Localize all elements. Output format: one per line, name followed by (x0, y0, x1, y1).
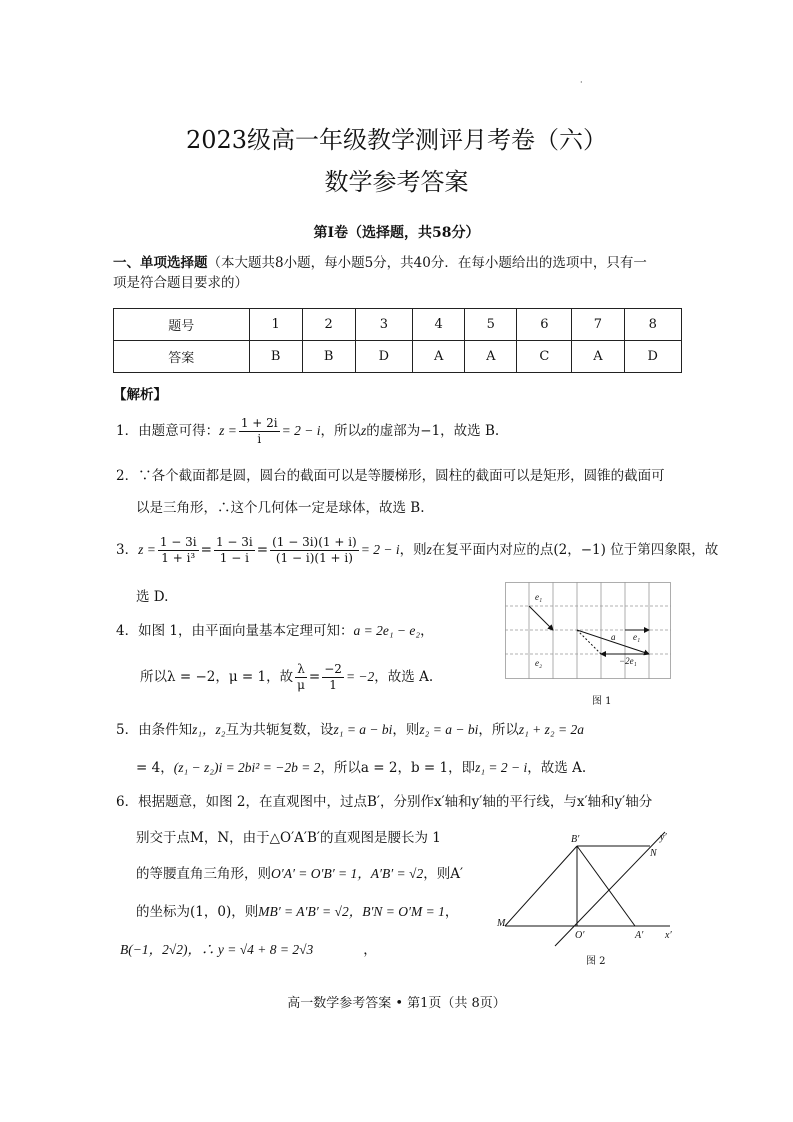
fraction-denominator: 1 − i (219, 551, 249, 565)
q1-z: z (361, 423, 367, 438)
q1-text-b: ，所以 (320, 423, 361, 439)
q6-point-b: B (120, 942, 129, 957)
fraction-numerator: 1 − 3i (215, 535, 253, 549)
answer-table-number-row (114, 309, 682, 341)
table-cell: A (572, 341, 624, 373)
line-mb (505, 846, 577, 926)
answer-3-line-2: 选 D. (136, 589, 169, 605)
fraction-denominator: μ (297, 678, 305, 692)
fraction-denominator: (1 − i)(1 + i) (275, 551, 353, 565)
table-header-label: 题号 (114, 309, 250, 341)
q5-z1-def: z₁ = a − bi (333, 722, 393, 737)
exam-title: 2023级高一年级教学测评月考卷（六） (185, 126, 608, 154)
label-e1-top: e₁ (535, 592, 543, 602)
table-cell: 4 (413, 309, 465, 341)
table-cell: A (413, 341, 465, 373)
table-cell: 8 (624, 309, 681, 341)
label-e2: e₂ (535, 658, 543, 668)
q5-text-e: = 4， (136, 760, 174, 776)
table-cell: 7 (572, 309, 624, 341)
q6-text-e: ， (363, 942, 377, 958)
fraction-numerator: λ (295, 662, 307, 678)
q3-text-b: ，则 (399, 542, 427, 558)
q6-mb: MB′ = A′B′ = √2，B′N = O′M = 1 (258, 904, 445, 919)
q5-text-c: ，则 (392, 722, 420, 738)
table-cell: D (624, 341, 681, 373)
table-cell: 3 (355, 309, 412, 341)
section1-desc-2: 项是符合题目要求的） (113, 275, 248, 291)
q5-z2-def: z₂ = a − bi (419, 722, 479, 737)
label-e1: e₁ (633, 632, 641, 642)
label-b-prime: B′ (571, 834, 580, 845)
q1-fraction (239, 416, 280, 447)
q4-text-b: ， (420, 623, 434, 639)
q6-b-coord: (−1，2√2)，∴ y = √4 + 8 = 2√3 (128, 942, 314, 957)
label-x-prime: x′ (665, 930, 672, 941)
q5-diff: (z₁ − z₂)i = 2bi² = −2b = 2 (173, 760, 321, 775)
q3-z: z (426, 542, 432, 557)
answer-2-line-1: 2．∵各个截面都是圆，圆台的截面可以是等腰梯形，圆柱的截面可以是矩形，圆锥的截面可 (116, 468, 665, 484)
figure-1 (505, 582, 671, 679)
fraction-numerator: (1 − 3i)(1 + i) (272, 535, 357, 549)
figure-1-caption: 图 1 (592, 696, 612, 707)
answer-1 (116, 416, 499, 447)
q3-z-eq: z = (138, 542, 156, 557)
section1-heading: 一、单项选择题 (113, 255, 208, 271)
answer-5-line-2 (136, 758, 586, 778)
table-cell: B (249, 341, 302, 373)
q6-oa: O′A′ = O′B′ = 1，A′B′ = √2 (271, 866, 424, 881)
answer-6-line-4 (136, 902, 458, 922)
figure-2 (495, 828, 675, 948)
figure-2-caption: 图 2 (586, 956, 606, 967)
answer-5-line-1 (116, 720, 584, 740)
q4-result: = −2 (345, 669, 375, 684)
q3-text-a: 3． (116, 542, 139, 558)
fraction-numerator: 1 + 2i (240, 416, 278, 430)
page-speck: · (580, 78, 583, 87)
analysis-label: 【解析】 (113, 387, 167, 403)
q4-vector-eq: a = 2e₁ − e₂ (353, 623, 421, 638)
table-cell: A (465, 341, 517, 373)
q6-text-a: 的等腰直角三角形，则 (136, 866, 271, 882)
q3-fraction-2 (214, 535, 255, 566)
answer-2-line-2: 以是三角形，∴这个几何体一定是球体，故选 B. (136, 500, 425, 516)
q1-result: = 2 − i (281, 423, 321, 438)
q4-fraction-2 (322, 662, 344, 693)
q5-text-f: ，所以a = 2，b = 1，即 (320, 760, 476, 776)
q4-fraction-1 (295, 662, 307, 693)
answer-title: 数学参考答案 (324, 168, 469, 196)
fraction-denominator: 1 + i³ (161, 551, 196, 565)
q4-text-d: ，故选 A. (374, 669, 434, 685)
answer-4-line-1 (116, 621, 434, 641)
answer-3: 3．z = $\frac{1 - 3i}{\text{1 + i³}}$ = $\frac{1 - 3i}{1 - i}$ = $\frac{(1 - 3i)(1 + i)}{(1 - i)(1 + i)}$ = 2 − i，则z在复平面内对应的点(2，−1) 位于第四象限，故 (116, 535, 719, 565)
volume-heading: 第Ⅰ卷（选择题，共58分） (313, 225, 480, 241)
q5-text-b: 互为共轭复数，设 (225, 722, 334, 738)
answer-6-line-1: 6．根据题意，如图 2，在直观图中，过点B′，分别作x′轴和y′轴的平行线，与x′轴和y′轴分 (116, 794, 653, 810)
section1-intro (113, 253, 693, 293)
q5-z1-value: z₁ = 2 − i (475, 760, 528, 775)
q1-text-a: 1．由题意可得： (116, 423, 220, 439)
label-m: M (497, 918, 506, 929)
q4-text-c: 所以λ = −2，μ = 1，故 (140, 669, 294, 685)
q1-z-eq: z = (219, 423, 237, 438)
label-o-prime: O′ (575, 930, 585, 941)
q4-text-a: 4．如图 1，由平面向量基本定理可知： (116, 623, 354, 639)
q6-text-d: ， (444, 904, 459, 920)
label-n: N (650, 848, 657, 859)
q6-text-b: ，则A′ (423, 866, 464, 882)
answer-table-answer-row (114, 341, 682, 373)
q5-text-d: ，所以 (478, 722, 519, 738)
table-cell: 1 (249, 309, 302, 341)
table-answer-label: 答案 (114, 341, 250, 373)
q3-fraction-1 (158, 535, 199, 566)
fraction-numerator: 1 − 3i (159, 535, 197, 549)
q3-text-c: 在复平面内对应的点(2，−1) 位于第四象限，故 (431, 542, 719, 558)
vector-e2 (529, 606, 553, 630)
section1-desc-1: （本大题共8小题，每小题5分，共40分．在每小题给出的选项中，只有一 (207, 255, 647, 271)
fraction-numerator: −2 (324, 662, 342, 676)
table-cell: 6 (517, 309, 572, 341)
fraction-denominator: 1 (329, 678, 337, 692)
q3-result: = 2 − i (360, 542, 400, 557)
label-y-prime: y′ (660, 832, 667, 843)
page-footer: 高一数学参考答案 • 第1页（共 8页） (287, 996, 506, 1011)
y-axis (555, 832, 665, 946)
answer-4-line-2: 所以λ = −2，μ = 1，故 $\frac{\lambda}{\mu}$ = $\frac{-2}{1}$ = −2，故选 A. (140, 662, 434, 692)
q5-z1z2: z₁，z₂ (192, 722, 226, 737)
answer-6-line-3 (136, 864, 463, 884)
q5-text-g: ，故选 A. (527, 760, 587, 776)
q3-fraction-3 (270, 535, 359, 566)
fraction-denominator: i (257, 432, 262, 446)
answer-6-line-2: 别交于点M，N，由于△O′A′B′的直观图是腰长为 1 (136, 830, 441, 846)
q6-text-c: 的坐标为(1，0)，则 (136, 904, 259, 920)
q5-text-a: 5．由条件知 (116, 722, 193, 738)
label-a: a (611, 632, 616, 642)
answer-table (113, 308, 682, 373)
table-cell: 5 (465, 309, 517, 341)
table-cell: 2 (302, 309, 355, 341)
label-minus-2e1: −2e₁ (619, 656, 637, 666)
label-a-prime: A′ (635, 930, 644, 941)
q5-sum: z₁ + z₂ = 2a (518, 722, 584, 737)
table-cell: B (302, 341, 355, 373)
q1-text-c: 的虚部为−1，故选 B. (366, 423, 500, 439)
answer-6-line-5 (120, 940, 377, 960)
table-cell: C (517, 341, 572, 373)
table-cell: D (355, 341, 412, 373)
